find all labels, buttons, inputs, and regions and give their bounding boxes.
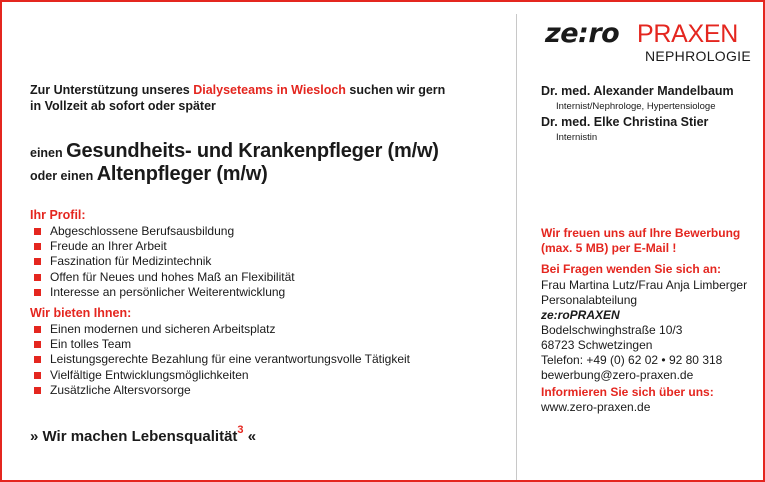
list-item: Interesse an persönlicher Weiterentwicklung bbox=[34, 285, 295, 300]
intro-line2: in Vollzeit ab sofort oder später bbox=[30, 99, 216, 113]
offer-title: Wir bieten Ihnen: bbox=[30, 306, 132, 320]
contact-email[interactable]: bewerbung@zero-praxen.de bbox=[541, 368, 694, 382]
doctor-specialty-1: Internist/Nephrologe, Hypertensiologe bbox=[556, 101, 716, 112]
job-name-2: Altenpfleger (m/w) bbox=[96, 163, 268, 185]
doctor-name-1: Dr. med. Alexander Mandelbaum bbox=[541, 84, 734, 98]
intro-part2: suchen wir gern bbox=[345, 83, 446, 97]
bullet-icon bbox=[34, 274, 41, 281]
contact-phone: Telefon: +49 (0) 62 02 • 92 80 318 bbox=[541, 353, 723, 367]
list-item: Freude an Ihrer Arbeit bbox=[34, 239, 295, 254]
list-item: Zusätzliche Altersvorsorge bbox=[34, 383, 410, 398]
list-item: Leistungsgerechte Bezahlung für eine verantwortungsvolle Tätigkeit bbox=[34, 352, 410, 367]
contact-city: 68723 Schwetzingen bbox=[541, 338, 653, 352]
contact-street: Bodelschwinghstraße 10/3 bbox=[541, 323, 683, 337]
website-link[interactable]: www.zero-praxen.de bbox=[541, 400, 651, 414]
list-item: Offen für Neues und hohes Maß an Flexibilität bbox=[34, 270, 295, 285]
intro-text bbox=[30, 82, 500, 114]
bullet-icon bbox=[34, 356, 41, 363]
apply-notice: Wir freuen uns auf Ihre Bewerbung (max. 5 MB) per E-Mail ! bbox=[541, 226, 741, 255]
list-item: Vielfältige Entwicklungsmöglichkeiten bbox=[34, 368, 410, 383]
doctor-specialty-2: Internistin bbox=[556, 132, 598, 143]
intro-part1: Zur Unterstützung unseres bbox=[30, 83, 194, 97]
list-item: Ein tolles Team bbox=[34, 337, 410, 352]
intro-highlight: Dialyseteams in Wiesloch bbox=[193, 83, 346, 97]
company-logo bbox=[545, 18, 755, 68]
slogan: » Wir machen Lebensqualität$^3$ « bbox=[30, 424, 257, 445]
bullet-icon bbox=[34, 289, 41, 296]
list-item: Einen modernen und sicheren Arbeitsplatz bbox=[34, 322, 410, 337]
job-name-1: Gesundheits- und Krankenpfleger (m/w) bbox=[66, 140, 439, 162]
logo-subtitle: NEPHROLOGIE bbox=[645, 48, 751, 64]
contact-block bbox=[541, 278, 747, 383]
contact-department: Personalabteilung bbox=[541, 293, 638, 307]
bullet-icon bbox=[34, 387, 41, 394]
bullet-icon bbox=[34, 258, 41, 265]
list-item: Abgeschlossene Berufsausbildung bbox=[34, 224, 295, 239]
column-divider bbox=[516, 14, 517, 480]
doctor-name-2: Dr. med. Elke Christina Stier bbox=[541, 115, 709, 129]
profile-title: Ihr Profil: bbox=[30, 208, 86, 222]
job-title-2 bbox=[30, 163, 268, 186]
bullet-icon bbox=[34, 243, 41, 250]
job-prefix-1: einen bbox=[30, 146, 67, 160]
bullet-icon bbox=[34, 341, 41, 348]
bullet-icon bbox=[34, 372, 41, 379]
contact-company: ze:roPRAXEN bbox=[541, 308, 620, 322]
list-item: Faszination für Medizintechnik bbox=[34, 254, 295, 269]
logo-praxen: PRAXEN bbox=[637, 20, 739, 48]
slogan-superscript: 3 bbox=[237, 424, 244, 436]
bullet-icon bbox=[34, 326, 41, 333]
profile-list bbox=[34, 224, 295, 300]
job-title-1 bbox=[30, 140, 439, 163]
contact-names: Frau Martina Lutz/Frau Anja Limberger bbox=[541, 278, 748, 292]
job-prefix-2: oder einen bbox=[30, 169, 97, 183]
bullet-icon bbox=[34, 228, 41, 235]
offer-list bbox=[34, 322, 410, 398]
info-title: Informieren Sie sich über uns: bbox=[541, 385, 714, 399]
contact-title: Bei Fragen wenden Sie sich an: bbox=[541, 262, 722, 276]
logo-zero: ze:ro bbox=[545, 18, 620, 49]
